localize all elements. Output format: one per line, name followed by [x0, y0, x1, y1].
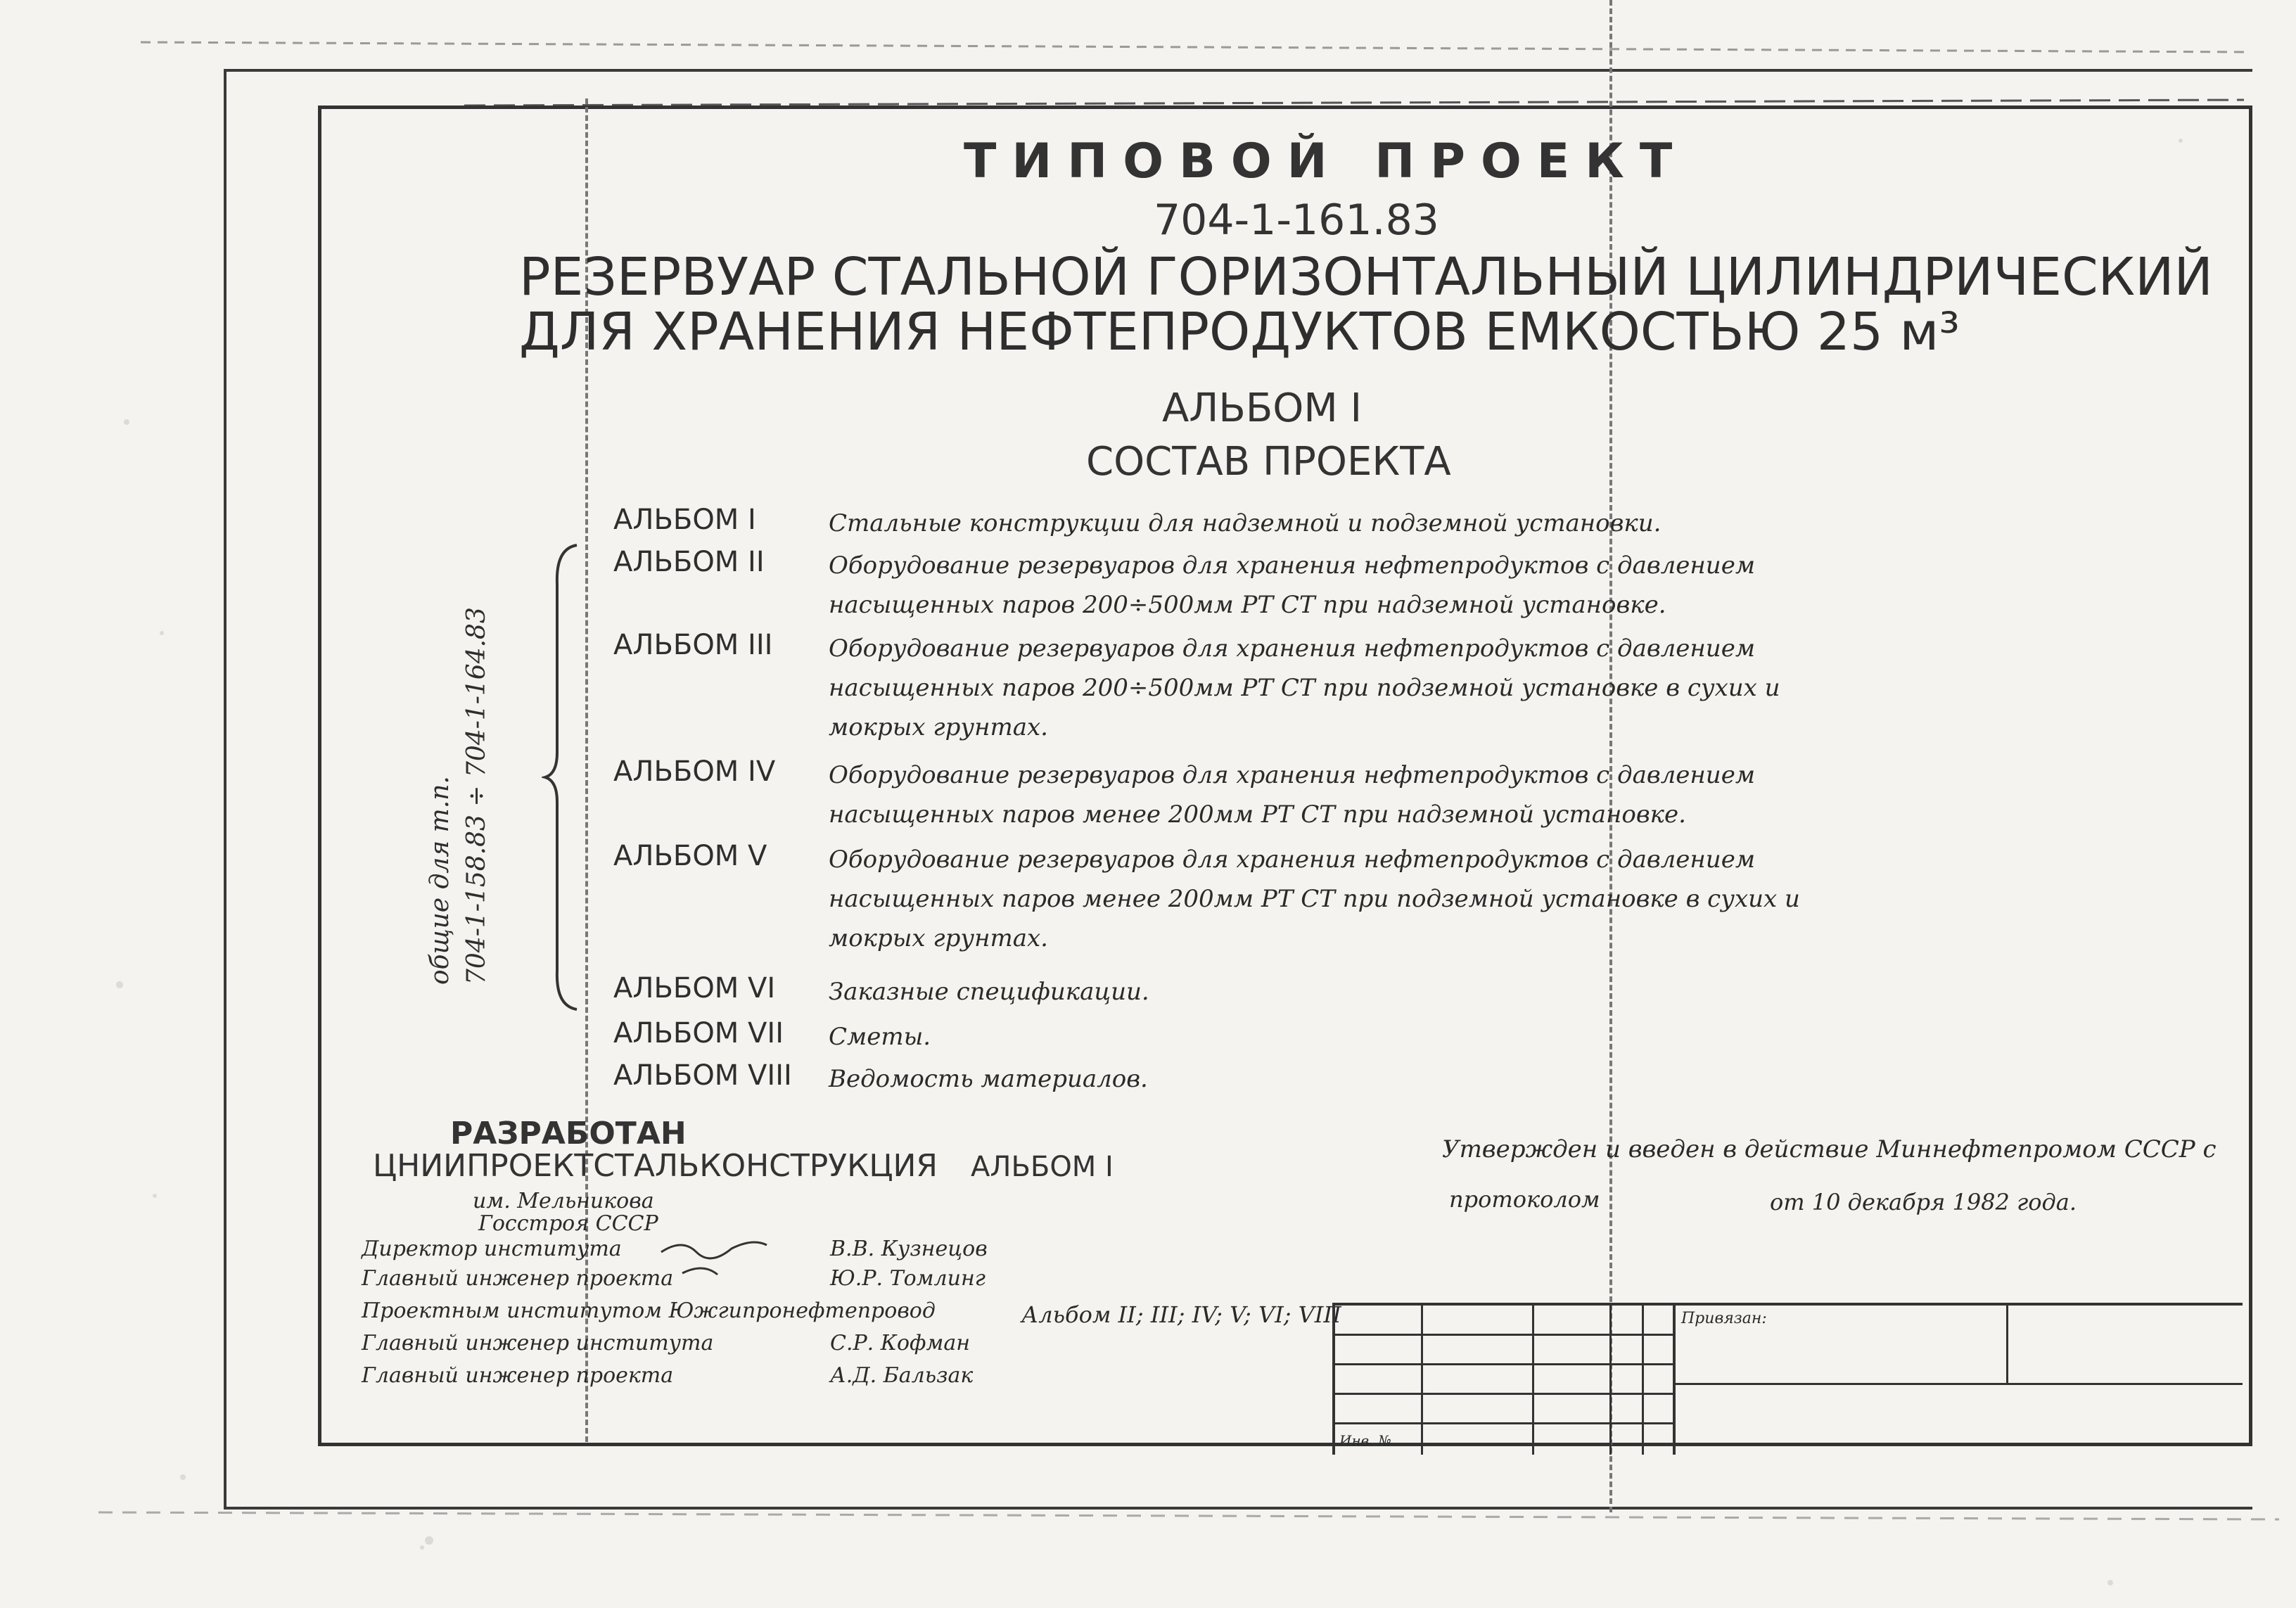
project-title-line2: ДЛЯ ХРАНЕНИЯ НЕФТЕПРОДУКТОВ ЕМКОСТЬЮ 25 м³: [519, 302, 1960, 362]
album-description: Оборудование резервуаров для хранения нефтепродуктов с давлением насыщенных паров менее 200мм РТ СТ при надземной установке.: [829, 761, 1756, 829]
approval-protocol: протоколом: [1449, 1186, 1600, 1213]
album-name: АЛЬБОМ VII: [613, 1017, 784, 1049]
project-title: [519, 247, 2213, 362]
project-type-heading: ТИПОВОЙ ПРОЕКТ: [964, 134, 1688, 189]
title-block-right: [1673, 1306, 2243, 1455]
staff-name: В.В. Кузнецов: [830, 1237, 988, 1261]
approval-date: от 10 декабря 1982 года.: [1770, 1189, 2077, 1215]
inventory-label: Инв. №: [1339, 1432, 1391, 1449]
album-description: Оборудование резервуаров для хранения нефтепродуктов с давлением насыщенных паров 200÷500мм РТ СТ при подземной установке в сухих и мокрых грунтах.: [829, 634, 1780, 741]
album-description: Стальные конструкции для надземной и подземной установки.: [829, 509, 1662, 537]
staff-role: Главный инженер института: [362, 1331, 714, 1355]
album-name: АЛЬБОМ VI: [613, 972, 776, 1004]
album-name: АЛЬБОМ V: [613, 840, 767, 872]
project-title-line1: РЕЗЕРВУАР СТАЛЬНОЙ ГОРИЗОНТАЛЬНЫЙ ЦИЛИНДРИЧЕСКИЙ: [519, 247, 2213, 307]
binding-label: Привязан:: [1681, 1310, 1767, 1327]
developer-org: ЦНИИПРОЕКТСТАЛЬКОНСТРУКЦИЯ: [373, 1148, 938, 1184]
album-name: АЛЬБОМ III: [613, 629, 773, 661]
developer-sub1: им. Мельникова: [473, 1189, 654, 1213]
album-description: Оборудование резервуаров для хранения нефтепродуктов с давлением насыщенных паров 200÷500мм РТ СТ при надземной установке.: [829, 551, 1756, 619]
staff-role: Главный инженер проекта: [362, 1266, 674, 1291]
common-projects-note: [422, 607, 495, 985]
approval-text: Утвержден и введен в действие Миннефтепромом СССР с: [1442, 1135, 2217, 1163]
staff-role: Директор института: [362, 1237, 622, 1261]
common-projects-note-line1: общие для т.п.: [426, 776, 454, 985]
common-projects-note-line2: 704-1-158.83 ÷ 704-1-164.83: [462, 607, 491, 985]
signature-director: [654, 1224, 781, 1294]
album-name: АЛЬБОМ IV: [613, 755, 776, 788]
album-description: Ведомость материалов.: [829, 1065, 1148, 1093]
album-group-brace: [542, 542, 584, 1013]
project-code: 704-1-161.83: [1154, 196, 1439, 245]
staff-name: А.Д. Бальзак: [830, 1363, 974, 1388]
institute2: Проектным институтом Южгипронефтепровод: [362, 1298, 936, 1323]
album-heading: АЛЬБОМ I: [1162, 385, 1362, 431]
title-block-grid: [1335, 1306, 1673, 1455]
staff-name: С.Р. Кофман: [830, 1331, 971, 1355]
album-name: АЛЬБОМ I: [613, 504, 756, 536]
album-name: АЛЬБОМ VIII: [613, 1059, 792, 1092]
institute2-albums: Альбом II; III; IV; V; VI; VIII: [1021, 1301, 1341, 1328]
developer-sub2: Госстроя СССР: [478, 1211, 658, 1236]
staff-role: Главный инженер проекта: [362, 1363, 674, 1388]
title-block: [1332, 1303, 2243, 1455]
album-description: Заказные спецификации.: [829, 978, 1149, 1006]
developer-heading: РАЗРАБОТАН: [450, 1116, 687, 1151]
developer-album: АЛЬБОМ I: [971, 1151, 1114, 1183]
album-description: Оборудование резервуаров для хранения нефтепродуктов с давлением насыщенных паров менее 200мм РТ СТ при подземной установке в сухих и мокрых грунтах.: [829, 846, 1800, 952]
album-description: Сметы.: [829, 1023, 931, 1051]
composition-heading: СОСТАВ ПРОЕКТА: [1086, 439, 1451, 485]
album-name: АЛЬБОМ II: [613, 546, 765, 578]
staff-name: Ю.Р. Томлинг: [830, 1266, 986, 1291]
